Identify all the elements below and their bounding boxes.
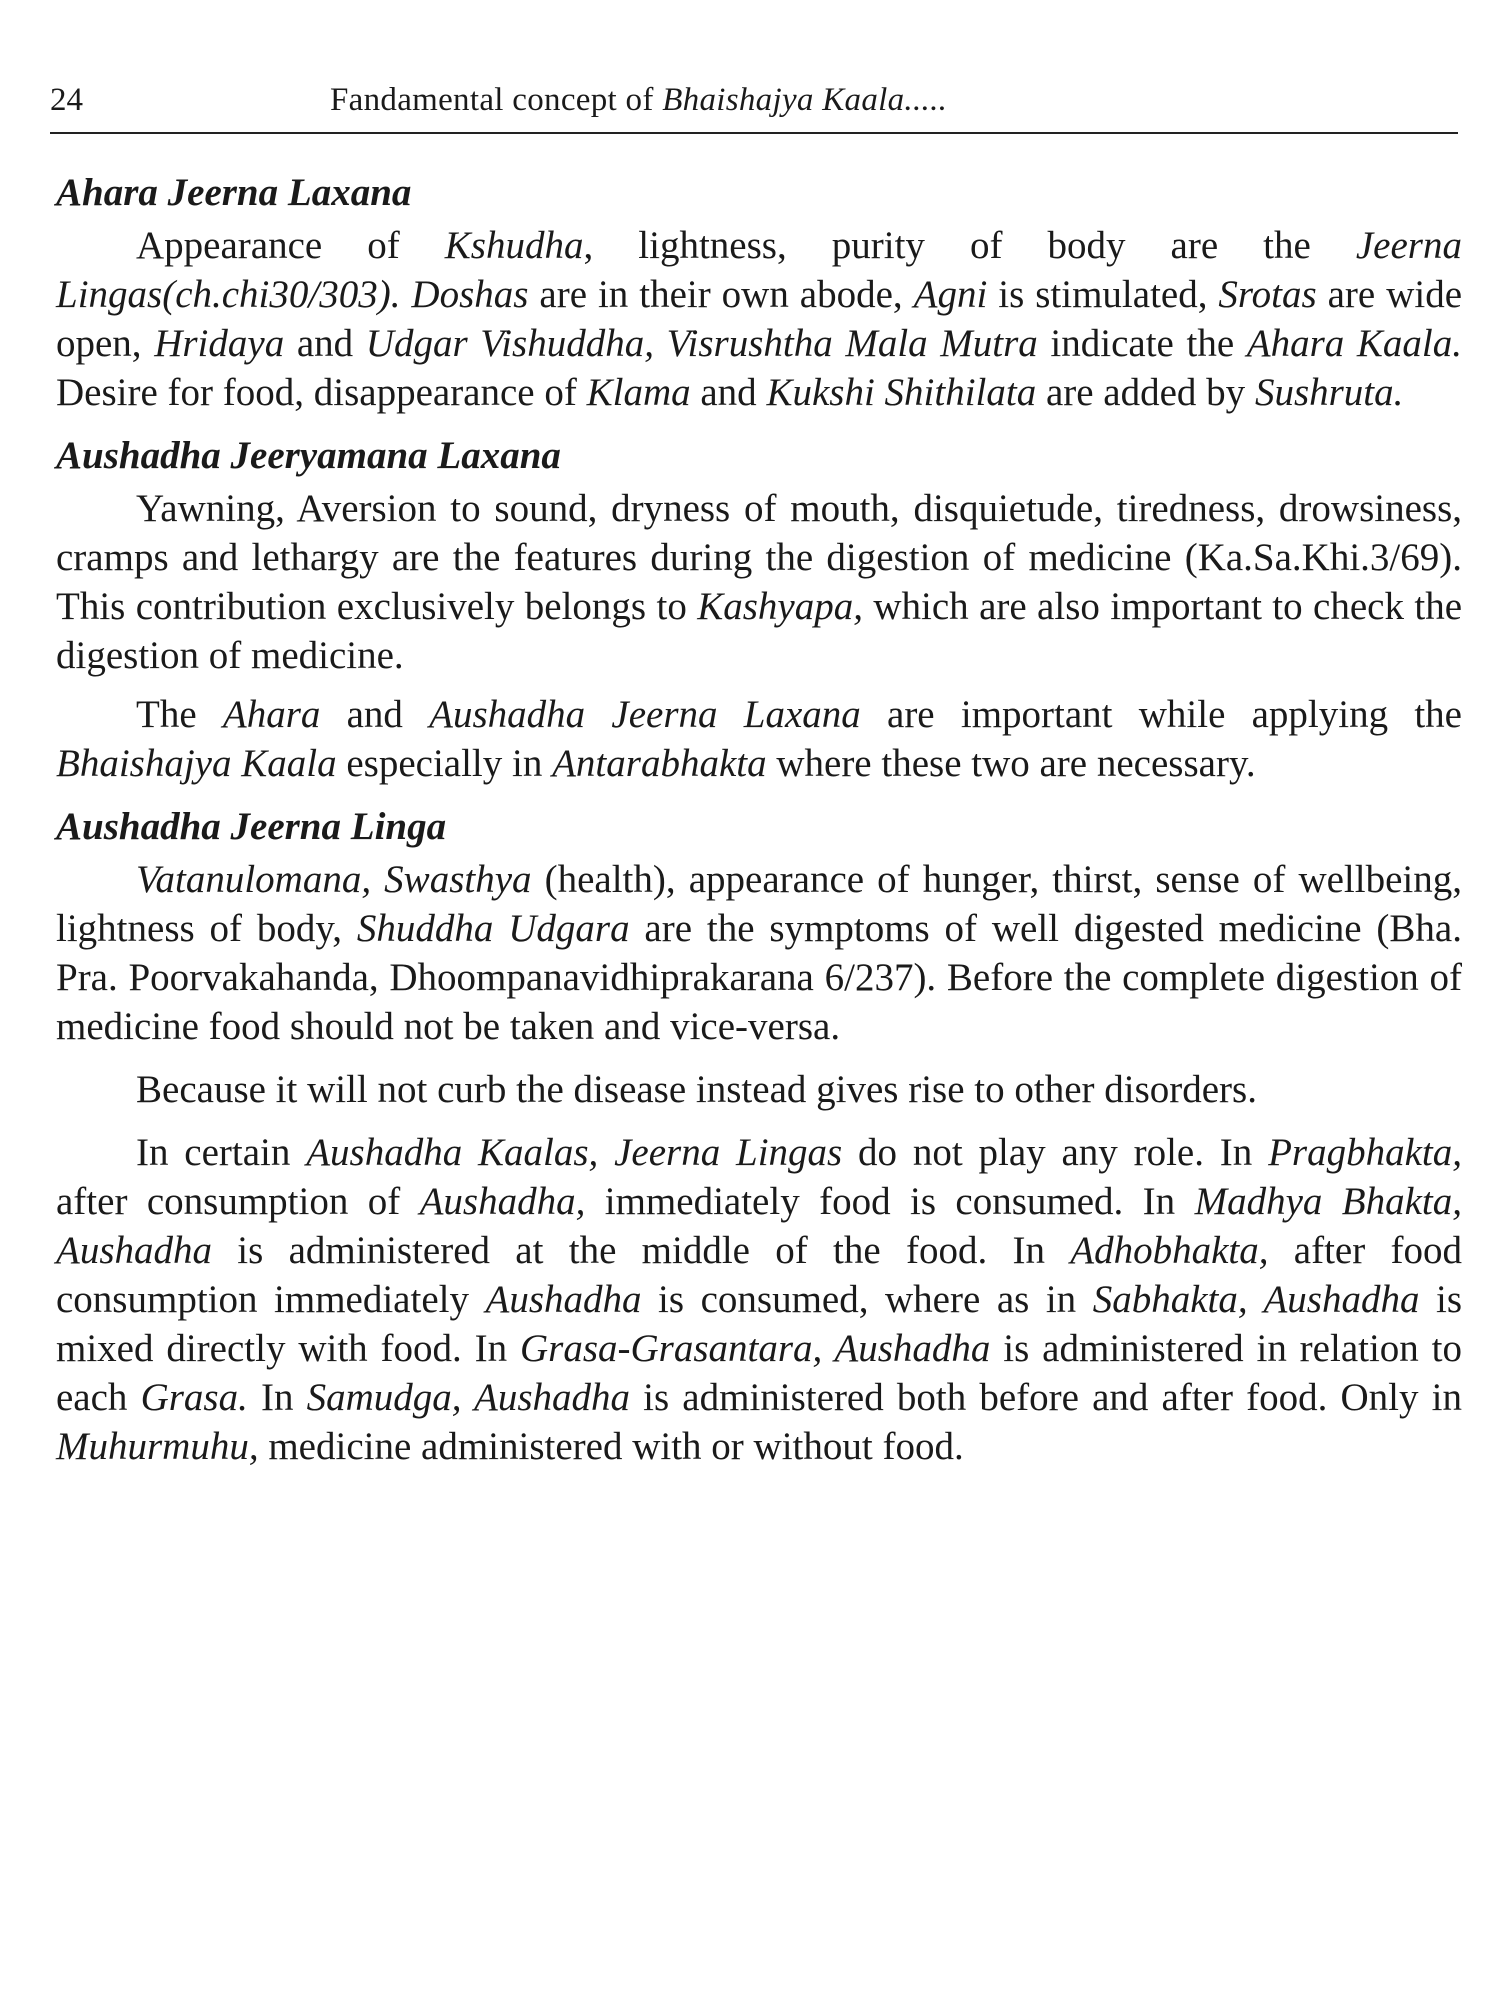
paragraph: In certain Aushadha Kaalas, Jeerna Lingas do not play any role. In Pragbhakta, after consumption of Aushadha, immediately food is consumed. In Madhya Bhakta, Aushadha is administered at the middle of the food. In Adhobhakta, after food consumption immediately Aushadha is consumed, where as in Sabhakta, Aushadha is mixed directly with food. In Grasa-Grasantara, Aushadha is administered in relation to each Grasa. In Samudga, Aushadha is administered both before and after food. Only in Muhurmuhu, medicine administered with or without food. bbox=[56, 1131, 1463, 1468]
paragraph: The Ahara and Aushadha Jeerna Laxana are important while applying the Bhaishajya Kaala especially in Antarabhakta where these two are necessary. bbox=[56, 693, 1462, 785]
paragraph: Because it will not curb the disease instead gives rise to other disorders. bbox=[136, 1068, 1257, 1111]
section-heading: Ahara Jeerna Laxana bbox=[56, 171, 412, 214]
paragraph: Yawning, Aversion to sound, dryness of mouth, disquietude, tiredness, drowsiness, cramps and lethargy are the features during the digestion of medicine (Ka.Sa.Khi.3/69). This contribution exclusively belongs to Kashyapa, which are also important to check the digestion of medicine. bbox=[56, 487, 1463, 677]
running-title: Fandamental concept of Bhaishajya Kaala..... bbox=[330, 82, 948, 118]
section-heading: Aushadha Jeeryamana Laxana bbox=[56, 434, 561, 477]
section-heading: Aushadha Jeerna Linga bbox=[56, 805, 447, 848]
paragraph: Appearance of Kshudha, lightness, purity of body are the Jeerna Lingas(ch.chi30/303). Doshas are in their own abode, Agni is stimulated, Srotas are wide open, Hridaya and Udgar Vishuddha, Visrushtha Mala Mutra indicate the Ahara Kaala. Desire for food, disappearance of Klama and Kukshi Shithilata are added by Sushruta. bbox=[56, 224, 1463, 414]
page-content bbox=[56, 168, 1462, 1485]
page-header bbox=[50, 82, 1458, 134]
paragraph: Vatanulomana, Swasthya (health), appearance of hunger, thirst, sense of wellbeing, lightness of body, Shuddha Udgara are the symptoms of well digested medicine (Bha. Pra. Poorvakahanda, Dhoompanavidhiprakarana 6/237). Before the complete digestion of medicine food should not be taken and vice-versa. bbox=[56, 858, 1462, 1048]
page-number: 24 bbox=[50, 82, 83, 118]
